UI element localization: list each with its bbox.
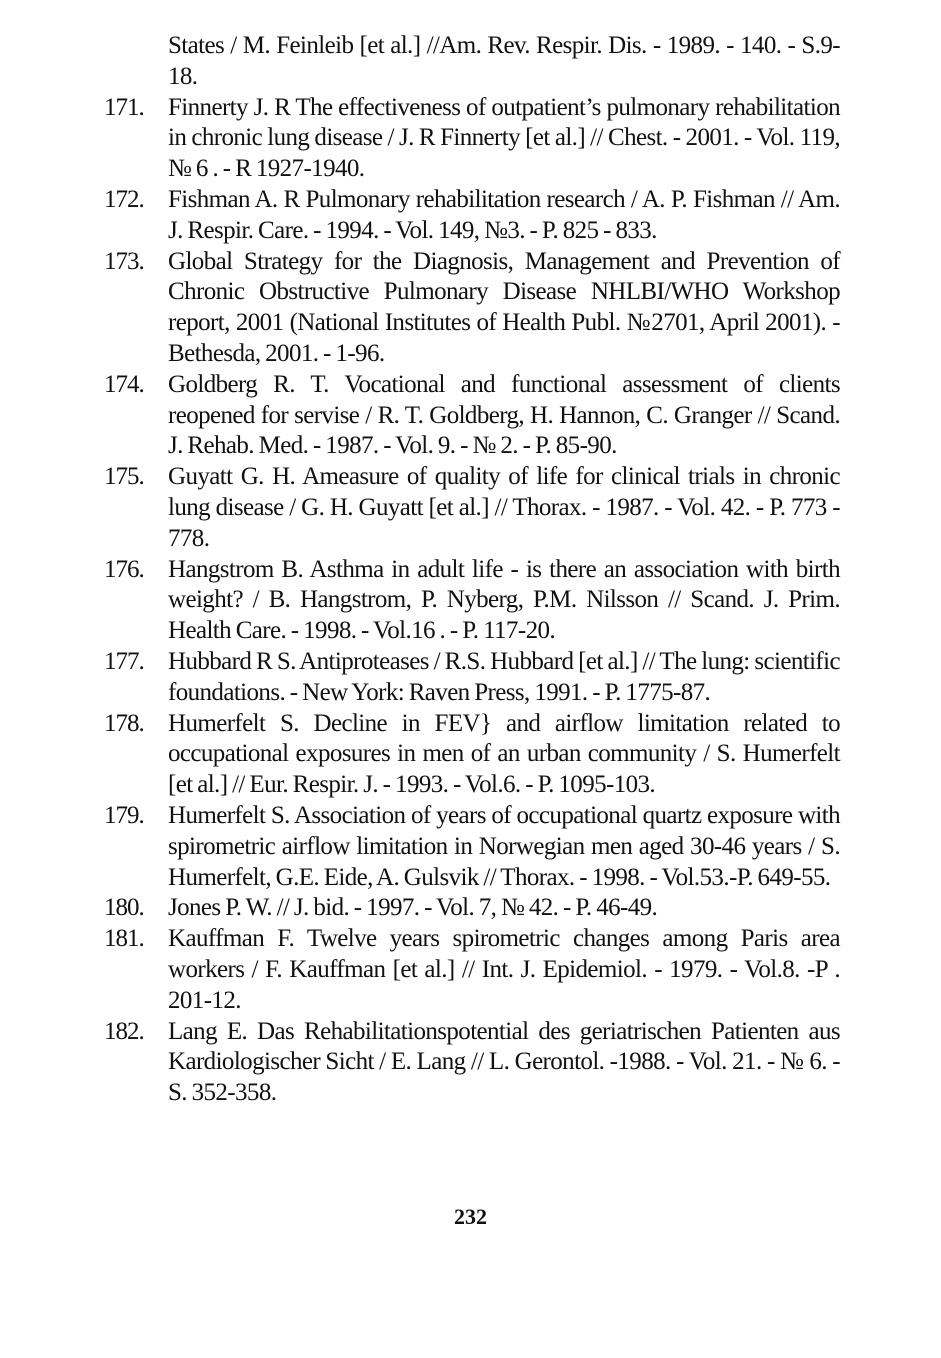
reference-number: 181. — [104, 925, 144, 953]
page-number: 232 — [454, 1204, 487, 1229]
reference-item — [100, 709, 840, 801]
reference-text: Humerfelt S. Decline in FEV} and airflow limitation related to occupational exposures in men of an urban community / S. Humerfelt [et al.] // Eur. Respir. J. - 1993. - Vol.6. - P. 1095-103. — [168, 709, 840, 799]
reference-list — [100, 31, 840, 1109]
reference-item — [100, 555, 840, 647]
reference-text: Lang E. Das Rehabilitationspotential des geriatrischen Patienten aus Kardiologischer Sicht / E. Lang // L. Gerontol. -1988. - Vol. 21. - № 6. - S. 352-358. — [168, 1017, 840, 1107]
reference-number: 177. — [104, 647, 144, 675]
reference-number: 176. — [104, 555, 144, 583]
reference-item — [100, 893, 840, 924]
reference-text: Finnerty J. R The effectiveness of outpatient’s pulmonary rehabilitation in chronic lung disease / J. R Finnerty [et al.] // Chest. - 2001. - Vol. 119, № 6 . - R 1927-1940. — [168, 93, 840, 183]
reference-text: Goldberg R. T. Vocational and functional assessment of clients reopened for servise / R. T. Goldberg, H. Hannon, C. Granger // Scand. J. Rehab. Med. - 1987. - Vol. 9. - № 2. - P. 85-90. — [168, 370, 840, 460]
reference-item — [100, 370, 840, 462]
reference-number: 171. — [104, 93, 144, 121]
reference-item — [100, 462, 840, 554]
reference-text: Kauffman F. Twelve years spirometric changes among Paris area workers / F. Kauffman [et al.] // Int. J. Epidemiol. - 1979. - Vol.8. -P . 201-12. — [168, 925, 840, 1014]
reference-text: Fishman A. R Pulmonary rehabilitation research / A. P. Fishman // Am. J. Respir. Care. - 1994. - Vol. 149, №3. - P. 825 - 833. — [168, 185, 840, 244]
reference-number: 173. — [104, 247, 144, 275]
reference-number: 174. — [104, 370, 144, 398]
reference-item — [100, 801, 840, 893]
reference-number: 178. — [104, 709, 144, 737]
reference-item — [100, 93, 840, 185]
reference-number: 172. — [104, 185, 144, 213]
reference-item — [100, 647, 840, 709]
reference-text: Hangstrom B. Asthma in adult life - is there an association with birth weight? / B. Hangstrom, P. Nyberg, P.M. Nilsson // Scand. J. Prim. Health Care. - 1998. - Vol.16 . - P. 117-20. — [168, 555, 840, 645]
reference-item — [100, 924, 840, 1016]
reference-item — [100, 247, 840, 370]
reference-text: Guyatt G. H. Ameasure of quality of life for clinical trials in chronic lung disease / G. H. Guyatt [et al.] // Thorax. - 1987. - Vol. 42. - P. 773 - 778. — [168, 463, 840, 552]
reference-text: Humerfelt S. Association of years of occupational quartz exposure with spirometric airflow limitation in Norwegian men aged 30-46 years / S. Humerfelt, G.E. Eide, A. Gulsvik // Thorax. - 1998. - Vol.53.-P. 649-55. — [168, 801, 840, 891]
reference-item — [100, 31, 840, 93]
reference-item — [100, 185, 840, 247]
reference-number: 180. — [104, 894, 144, 922]
reference-number: 182. — [104, 1017, 144, 1045]
reference-text: Hubbard R S. Antiproteases / R.S. Hubbard [et al.] // The lung: scientific foundations. - New York: Raven Press, 1991. - P. 1775-87. — [168, 647, 840, 706]
reference-item — [100, 1017, 840, 1109]
reference-number: 175. — [104, 463, 144, 491]
reference-text: States / M. Feinleib [et al.] //Am. Rev. Respir. Dis. - 1989. - 140. - S.9-18. — [168, 32, 840, 90]
reference-text: Jones P. W. // J. bid. - 1997. - Vol. 7, № 42. - P. 46-49. — [168, 894, 658, 922]
reference-text: Global Strategy for the Diagnosis, Management and Prevention of Chronic Obstructive Pulmonary Disease NHLBI/WHO Workshop report, 2001 (National Institutes of Health Publ. №2701, April 2001). - Bethesda, 2001. - 1-96. — [168, 247, 840, 367]
reference-number: 179. — [104, 801, 144, 829]
